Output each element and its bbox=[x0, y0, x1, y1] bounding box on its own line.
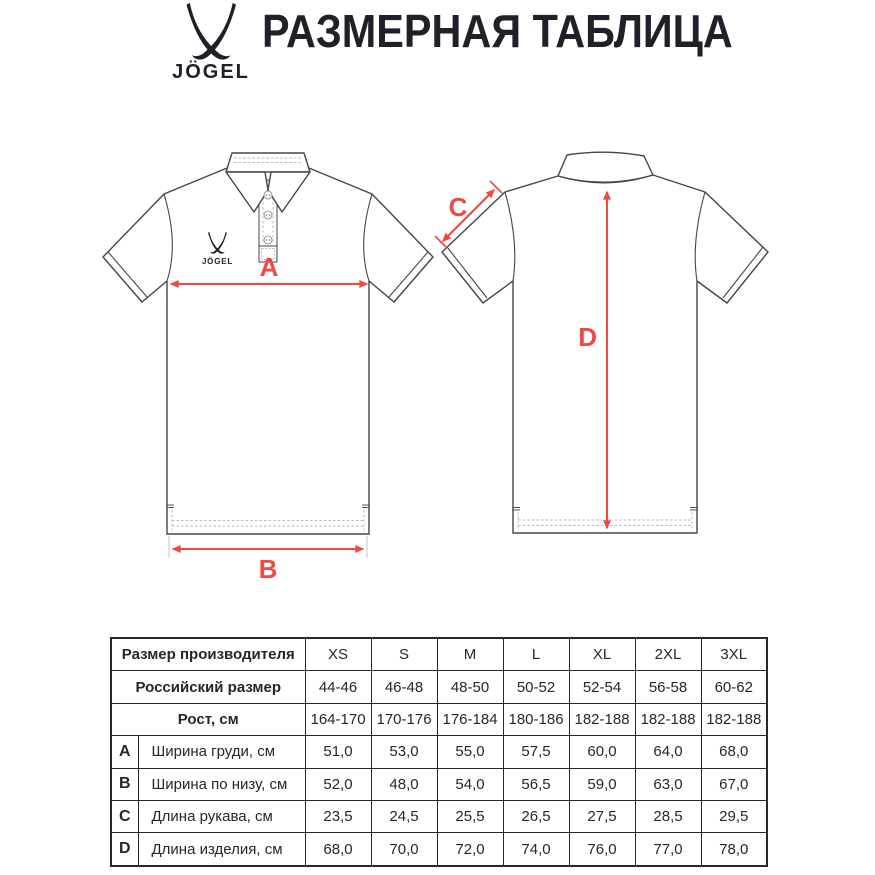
table-row-manufacturer-size bbox=[111, 638, 767, 671]
table-cell: 74,0 bbox=[503, 833, 569, 866]
table-cell: 57,5 bbox=[503, 736, 569, 768]
table-cell: 182-188 bbox=[569, 703, 635, 735]
back-collar bbox=[558, 152, 653, 182]
table-cell: S bbox=[371, 638, 437, 671]
table-cell: 170-176 bbox=[371, 703, 437, 735]
table-cell: 29,5 bbox=[701, 800, 767, 832]
table-cell: 48-50 bbox=[437, 671, 503, 703]
table-cell: 72,0 bbox=[437, 833, 503, 866]
table-cell: 50-52 bbox=[503, 671, 569, 703]
page-title: РАЗМЕРНАЯ ТАБЛИЦА bbox=[262, 5, 733, 57]
dim-label-d: D bbox=[578, 322, 597, 352]
table-cell: 182-188 bbox=[701, 703, 767, 735]
table-cell: XL bbox=[569, 638, 635, 671]
button bbox=[264, 211, 272, 219]
table-row-height bbox=[111, 703, 767, 735]
table-cell: 27,5 bbox=[569, 800, 635, 832]
row-label: Длина изделия, см bbox=[138, 833, 305, 866]
table-cell: 2XL bbox=[635, 638, 701, 671]
table-cell: 60-62 bbox=[701, 671, 767, 703]
table-row-bottom-width bbox=[111, 768, 767, 800]
table-cell: 68,0 bbox=[701, 736, 767, 768]
jogel-wordmark: JÖGEL bbox=[172, 61, 250, 83]
button bbox=[264, 191, 272, 199]
table-row-item-length bbox=[111, 833, 767, 866]
table-cell: 176-184 bbox=[437, 703, 503, 735]
table-cell: 44-46 bbox=[305, 671, 371, 703]
table-cell: 54,0 bbox=[437, 768, 503, 800]
table-row-sleeve-length bbox=[111, 800, 767, 832]
jogel-logo bbox=[158, 2, 268, 86]
polo-front-diagram bbox=[92, 128, 442, 583]
button bbox=[264, 236, 272, 244]
table-cell: 67,0 bbox=[701, 768, 767, 800]
table-cell: 25,5 bbox=[437, 800, 503, 832]
row-letter: B bbox=[111, 768, 138, 800]
row-label: Ширина по низу, см bbox=[138, 768, 305, 800]
table-cell: 24,5 bbox=[371, 800, 437, 832]
table-cell: 26,5 bbox=[503, 800, 569, 832]
table-cell: 55,0 bbox=[437, 736, 503, 768]
table-cell: 3XL bbox=[701, 638, 767, 671]
table-row-russian-size bbox=[111, 671, 767, 703]
back-body-outline bbox=[442, 175, 768, 533]
table-cell: 52-54 bbox=[569, 671, 635, 703]
table-cell: 51,0 bbox=[305, 736, 371, 768]
table-row-chest-width bbox=[111, 736, 767, 768]
table-cell: 76,0 bbox=[569, 833, 635, 866]
table-cell: 56,5 bbox=[503, 768, 569, 800]
row-letter: C bbox=[111, 800, 138, 832]
row-letter: D bbox=[111, 833, 138, 866]
jogel-mark-icon bbox=[187, 3, 237, 60]
polo-back-diagram bbox=[425, 128, 795, 583]
table-cell: 64,0 bbox=[635, 736, 701, 768]
table-cell: 180-186 bbox=[503, 703, 569, 735]
table-cell: 182-188 bbox=[635, 703, 701, 735]
table-cell: 59,0 bbox=[569, 768, 635, 800]
row-letter: A bbox=[111, 736, 138, 768]
row-label: Ширина груди, см bbox=[138, 736, 305, 768]
table-cell: M bbox=[437, 638, 503, 671]
table-cell: 53,0 bbox=[371, 736, 437, 768]
table-cell: 164-170 bbox=[305, 703, 371, 735]
table-cell: 68,0 bbox=[305, 833, 371, 866]
row-label: Российский размер bbox=[111, 671, 305, 703]
table-cell: 78,0 bbox=[701, 833, 767, 866]
chest-wordmark: JÖGEL bbox=[201, 257, 234, 266]
dim-label-b: B bbox=[258, 554, 278, 583]
size-table bbox=[110, 637, 768, 867]
table-cell: 46-48 bbox=[371, 671, 437, 703]
table-cell: 52,0 bbox=[305, 768, 371, 800]
dim-label-c: C bbox=[448, 192, 468, 222]
row-label: Рост, см bbox=[111, 703, 305, 735]
row-label: Длина рукава, см bbox=[138, 800, 305, 832]
table-cell: 77,0 bbox=[635, 833, 701, 866]
dim-label-a: A bbox=[259, 252, 279, 282]
table-cell: 63,0 bbox=[635, 768, 701, 800]
table-cell: 60,0 bbox=[569, 736, 635, 768]
table-cell: XS bbox=[305, 638, 371, 671]
table-cell: 70,0 bbox=[371, 833, 437, 866]
table-cell: L bbox=[503, 638, 569, 671]
row-label: Размер производителя bbox=[111, 638, 305, 671]
table-cell: 56-58 bbox=[635, 671, 701, 703]
table-cell: 28,5 bbox=[635, 800, 701, 832]
table-cell: 23,5 bbox=[305, 800, 371, 832]
dimension-b bbox=[169, 536, 367, 583]
table-cell: 48,0 bbox=[371, 768, 437, 800]
